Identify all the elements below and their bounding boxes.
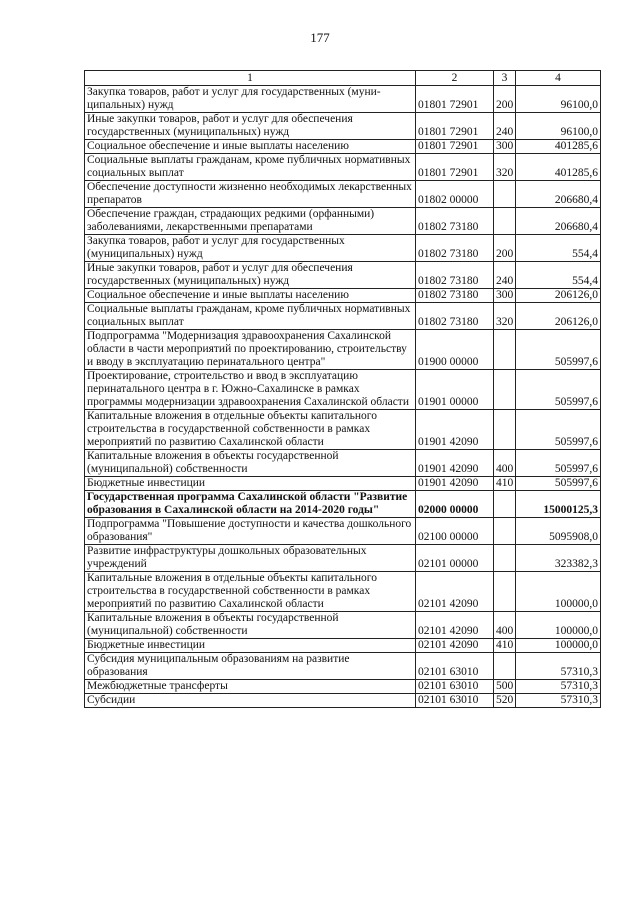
cell-code: 01801 72901: [416, 113, 494, 140]
cell-name: Иные закупки товаров, работ и услуг для обеспечения государственных (муниципальных) нужд: [85, 262, 416, 289]
cell-type: [494, 370, 516, 410]
cell-code: 02101 42090: [416, 639, 494, 653]
cell-sum: 206126,0: [516, 303, 601, 330]
cell-code: 02100 00000: [416, 518, 494, 545]
cell-code: 02101 63010: [416, 694, 494, 708]
table-row: [85, 262, 601, 289]
cell-code: 01802 73180: [416, 208, 494, 235]
table-row: [85, 303, 601, 330]
table-row: [85, 86, 601, 113]
cell-sum: 96100,0: [516, 86, 601, 113]
cell-sum: 505997,6: [516, 370, 601, 410]
cell-type: [494, 545, 516, 572]
cell-code: 01801 72901: [416, 154, 494, 181]
cell-type: 240: [494, 113, 516, 140]
header-col-4: 4: [516, 71, 601, 86]
cell-sum: 206680,4: [516, 181, 601, 208]
cell-name: Подпрограмма "Модернизация здравоохранения Сахалинской области в части мероприятий по проектированию, строительству и вводу в эксплуатацию перинатального центра": [85, 330, 416, 370]
cell-code: 01802 00000: [416, 181, 494, 208]
header-col-2: 2: [416, 71, 494, 86]
cell-sum: 57310,3: [516, 653, 601, 680]
cell-code: 01901 42090: [416, 450, 494, 477]
cell-type: 410: [494, 639, 516, 653]
table-row: [85, 545, 601, 572]
cell-code: 01802 73180: [416, 303, 494, 330]
cell-name: Капитальные вложения в отдельные объекты капитального строительства в государственной собственности в рамках мероприятий по развитию Сахалинской области: [85, 572, 416, 612]
cell-name: Развитие инфраструктуры дошкольных образовательных учреждений: [85, 545, 416, 572]
cell-sum: 554,4: [516, 235, 601, 262]
cell-type: [494, 330, 516, 370]
table-row: [85, 140, 601, 154]
cell-sum: 5095908,0: [516, 518, 601, 545]
cell-type: 400: [494, 612, 516, 639]
cell-type: [494, 653, 516, 680]
cell-name: Капитальные вложения в объекты государственной (муниципальной) собственности: [85, 450, 416, 477]
cell-type: [494, 518, 516, 545]
table-row: [85, 154, 601, 181]
header-col-1: 1: [85, 71, 416, 86]
table-row: [85, 653, 601, 680]
cell-sum: 100000,0: [516, 612, 601, 639]
cell-name: Бюджетные инвестиции: [85, 477, 416, 491]
cell-type: 320: [494, 303, 516, 330]
cell-name: Обеспечение доступности жизненно необходимых лекарственных препаратов: [85, 181, 416, 208]
cell-type: 300: [494, 140, 516, 154]
table-row: [85, 113, 601, 140]
budget-table: [84, 70, 601, 708]
cell-sum: 100000,0: [516, 639, 601, 653]
cell-code: 02101 42090: [416, 572, 494, 612]
cell-sum: 505997,6: [516, 410, 601, 450]
cell-code: 01900 00000: [416, 330, 494, 370]
cell-type: 300: [494, 289, 516, 303]
table-row: [85, 612, 601, 639]
table-row: [85, 639, 601, 653]
cell-type: 200: [494, 86, 516, 113]
cell-name: Проектирование, строительство и ввод в эксплуатацию перинатального центра в г. Южно-Сахалинске в рамках программы модернизации здравоохранения Сахалинской области: [85, 370, 416, 410]
cell-type: [494, 181, 516, 208]
cell-sum: 57310,3: [516, 680, 601, 694]
cell-name: Закупка товаров, работ и услуг для государственных (муни-ципальных) нужд: [85, 86, 416, 113]
cell-type: [494, 491, 516, 518]
table-body: [85, 86, 601, 708]
cell-code: 02101 42090: [416, 612, 494, 639]
cell-sum: 57310,3: [516, 694, 601, 708]
cell-code: 01901 42090: [416, 477, 494, 491]
cell-name: Подпрограмма "Повышение доступности и качества дошкольного образования": [85, 518, 416, 545]
cell-sum: 401285,6: [516, 154, 601, 181]
cell-sum: 505997,6: [516, 330, 601, 370]
cell-type: [494, 572, 516, 612]
cell-sum: 100000,0: [516, 572, 601, 612]
table-row: [85, 410, 601, 450]
table-row: [85, 518, 601, 545]
cell-code: 01801 72901: [416, 86, 494, 113]
cell-name: Субсидии: [85, 694, 416, 708]
table-row: [85, 330, 601, 370]
cell-name: Капитальные вложения в отдельные объекты капитального строительства в государственной собственности в рамках мероприятий по развитию Сахалинской области: [85, 410, 416, 450]
cell-name: Межбюджетные трансферты: [85, 680, 416, 694]
cell-sum: 206126,0: [516, 289, 601, 303]
table-row: [85, 450, 601, 477]
cell-code: 01901 00000: [416, 370, 494, 410]
cell-code: 02000 00000: [416, 491, 494, 518]
cell-sum: 554,4: [516, 262, 601, 289]
cell-code: 02101 00000: [416, 545, 494, 572]
cell-code: 01901 42090: [416, 410, 494, 450]
cell-name: Иные закупки товаров, работ и услуг для обеспечения государственных (муниципальных) нужд: [85, 113, 416, 140]
cell-code: 01801 72901: [416, 140, 494, 154]
cell-name: Бюджетные инвестиции: [85, 639, 416, 653]
header-col-3: 3: [494, 71, 516, 86]
cell-type: 410: [494, 477, 516, 491]
cell-sum: 505997,6: [516, 450, 601, 477]
table-row: [85, 680, 601, 694]
table-row: [85, 235, 601, 262]
cell-code: 02101 63010: [416, 653, 494, 680]
table-row: [85, 491, 601, 518]
cell-name: Социальное обеспечение и иные выплаты населению: [85, 289, 416, 303]
cell-code: 01802 73180: [416, 262, 494, 289]
table-header-row: [85, 71, 601, 86]
cell-type: 240: [494, 262, 516, 289]
cell-name: Социальные выплаты гражданам, кроме публичных нормативных социальных выплат: [85, 154, 416, 181]
table-row: [85, 289, 601, 303]
table-row: [85, 477, 601, 491]
cell-code: 01802 73180: [416, 235, 494, 262]
cell-name: Закупка товаров, работ и услуг для государственных (муниципальных) нужд: [85, 235, 416, 262]
page-number: 177: [310, 30, 330, 45]
table-row: [85, 572, 601, 612]
table-row: [85, 370, 601, 410]
cell-code: 02101 63010: [416, 680, 494, 694]
cell-type: 400: [494, 450, 516, 477]
cell-sum: 401285,6: [516, 140, 601, 154]
cell-sum: 206680,4: [516, 208, 601, 235]
cell-name: Государственная программа Сахалинской области "Развитие образования в Сахалинской области на 2014-2020 годы": [85, 491, 416, 518]
cell-name: Социальное обеспечение и иные выплаты населению: [85, 140, 416, 154]
cell-name: Социальные выплаты гражданам, кроме публичных нормативных социальных выплат: [85, 303, 416, 330]
table-row: [85, 208, 601, 235]
cell-sum: 323382,3: [516, 545, 601, 572]
cell-code: 01802 73180: [416, 289, 494, 303]
cell-name: Субсидия муниципальным образованиям на развитие образования: [85, 653, 416, 680]
cell-sum: 505997,6: [516, 477, 601, 491]
cell-type: [494, 208, 516, 235]
cell-name: Капитальные вложения в объекты государственной (муниципальной) собственности: [85, 612, 416, 639]
cell-sum: 96100,0: [516, 113, 601, 140]
cell-sum: 15000125,3: [516, 491, 601, 518]
table-row: [85, 181, 601, 208]
cell-type: 200: [494, 235, 516, 262]
cell-type: 320: [494, 154, 516, 181]
cell-type: 500: [494, 680, 516, 694]
table-row: [85, 694, 601, 708]
cell-type: 520: [494, 694, 516, 708]
cell-type: [494, 410, 516, 450]
cell-name: Обеспечение граждан, страдающих редкими (орфанными) заболеваниями, лекарственными препаратами: [85, 208, 416, 235]
